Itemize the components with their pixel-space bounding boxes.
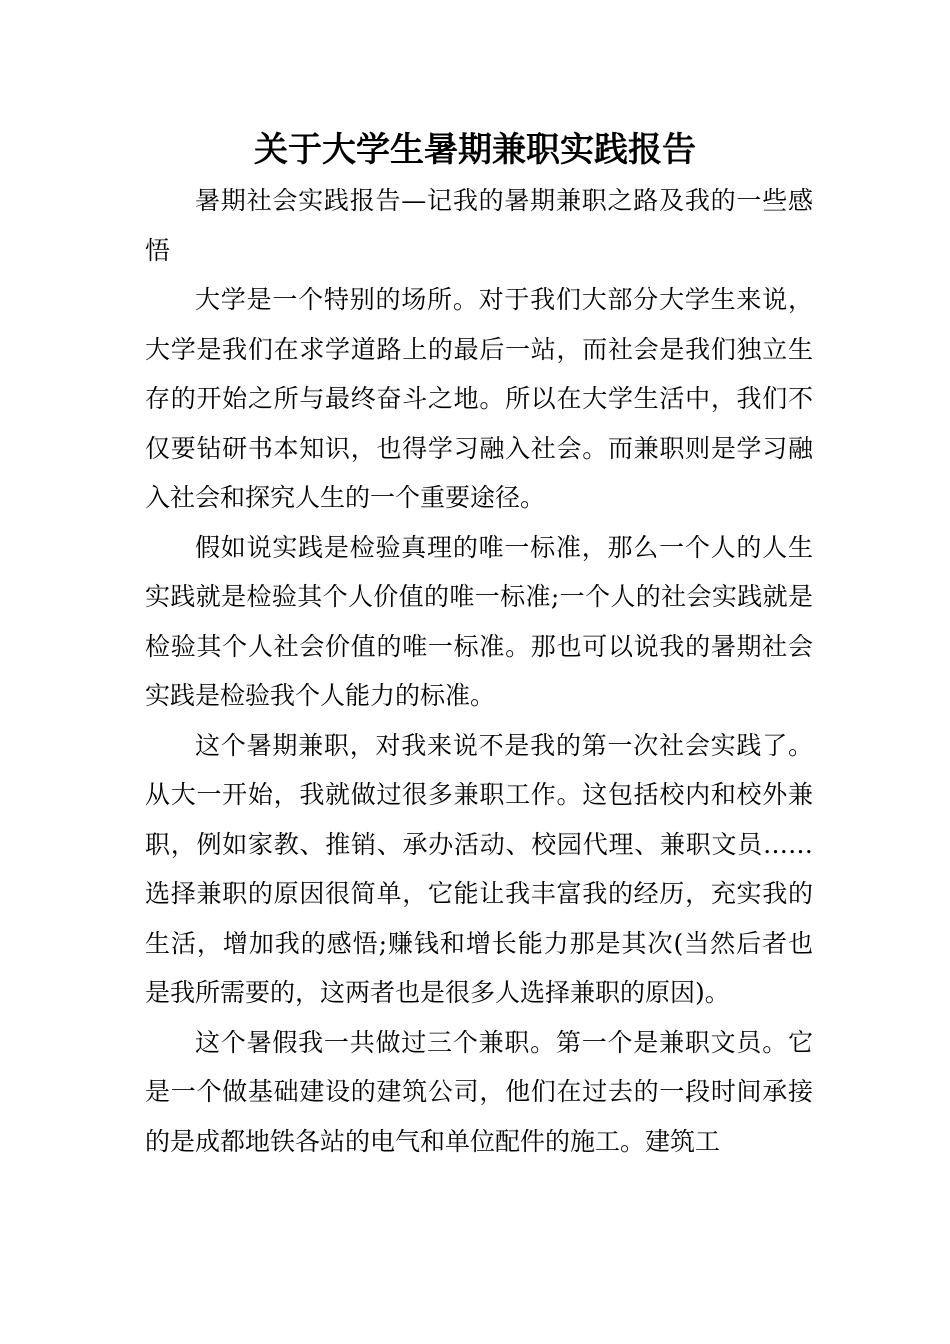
paragraph-subtitle: 暑期社会实践报告—记我的暑期兼职之路及我的一些感悟 xyxy=(145,186,813,265)
paragraph-summer-jobs: 这个暑假我一共做过三个兼职。第一个是兼职文员。它是一个做基础建设的建筑公司，他们在过去的一段时间承接的是成都地铁各站的电气和单位配件的施工。建筑工 xyxy=(145,1027,813,1156)
paragraph-practice: 假如说实践是检验真理的唯一标准，那么一个人的人生实践就是检验其个人价值的唯一标准;一个人的社会实践就是检验其个人社会价值的唯一标准。那也可以说我的暑期社会实践是检验我个人能力的标准。 xyxy=(145,532,813,710)
paragraph-intro: 大学是一个特别的场所。对于我们大部分大学生来说，大学是我们在求学道路上的最后一站，而社会是我们独立生存的开始之所与最终奋斗之地。所以在大学生活中，我们不仅要钻研书本知识，也得学习融入社会。而兼职则是学习融入社会和探究人生的一个重要途径。 xyxy=(145,285,813,512)
document-title: 关于大学生暑期兼职实践报告 xyxy=(254,130,696,170)
paragraph-experience: 这个暑期兼职，对我来说不是我的第一次社会实践了。从大一开始，我就做过很多兼职工作。这包括校内和校外兼职，例如家教、推销、承办活动、校园代理、兼职文员……选择兼职的原因很简单，它能让我丰富我的经历，充实我的生活，增加我的感悟;赚钱和增长能力那是其次(当然后者也是我所需要的，这两者也是很多人选择兼职的原因)。 xyxy=(145,730,813,1007)
document-body xyxy=(145,176,813,1166)
